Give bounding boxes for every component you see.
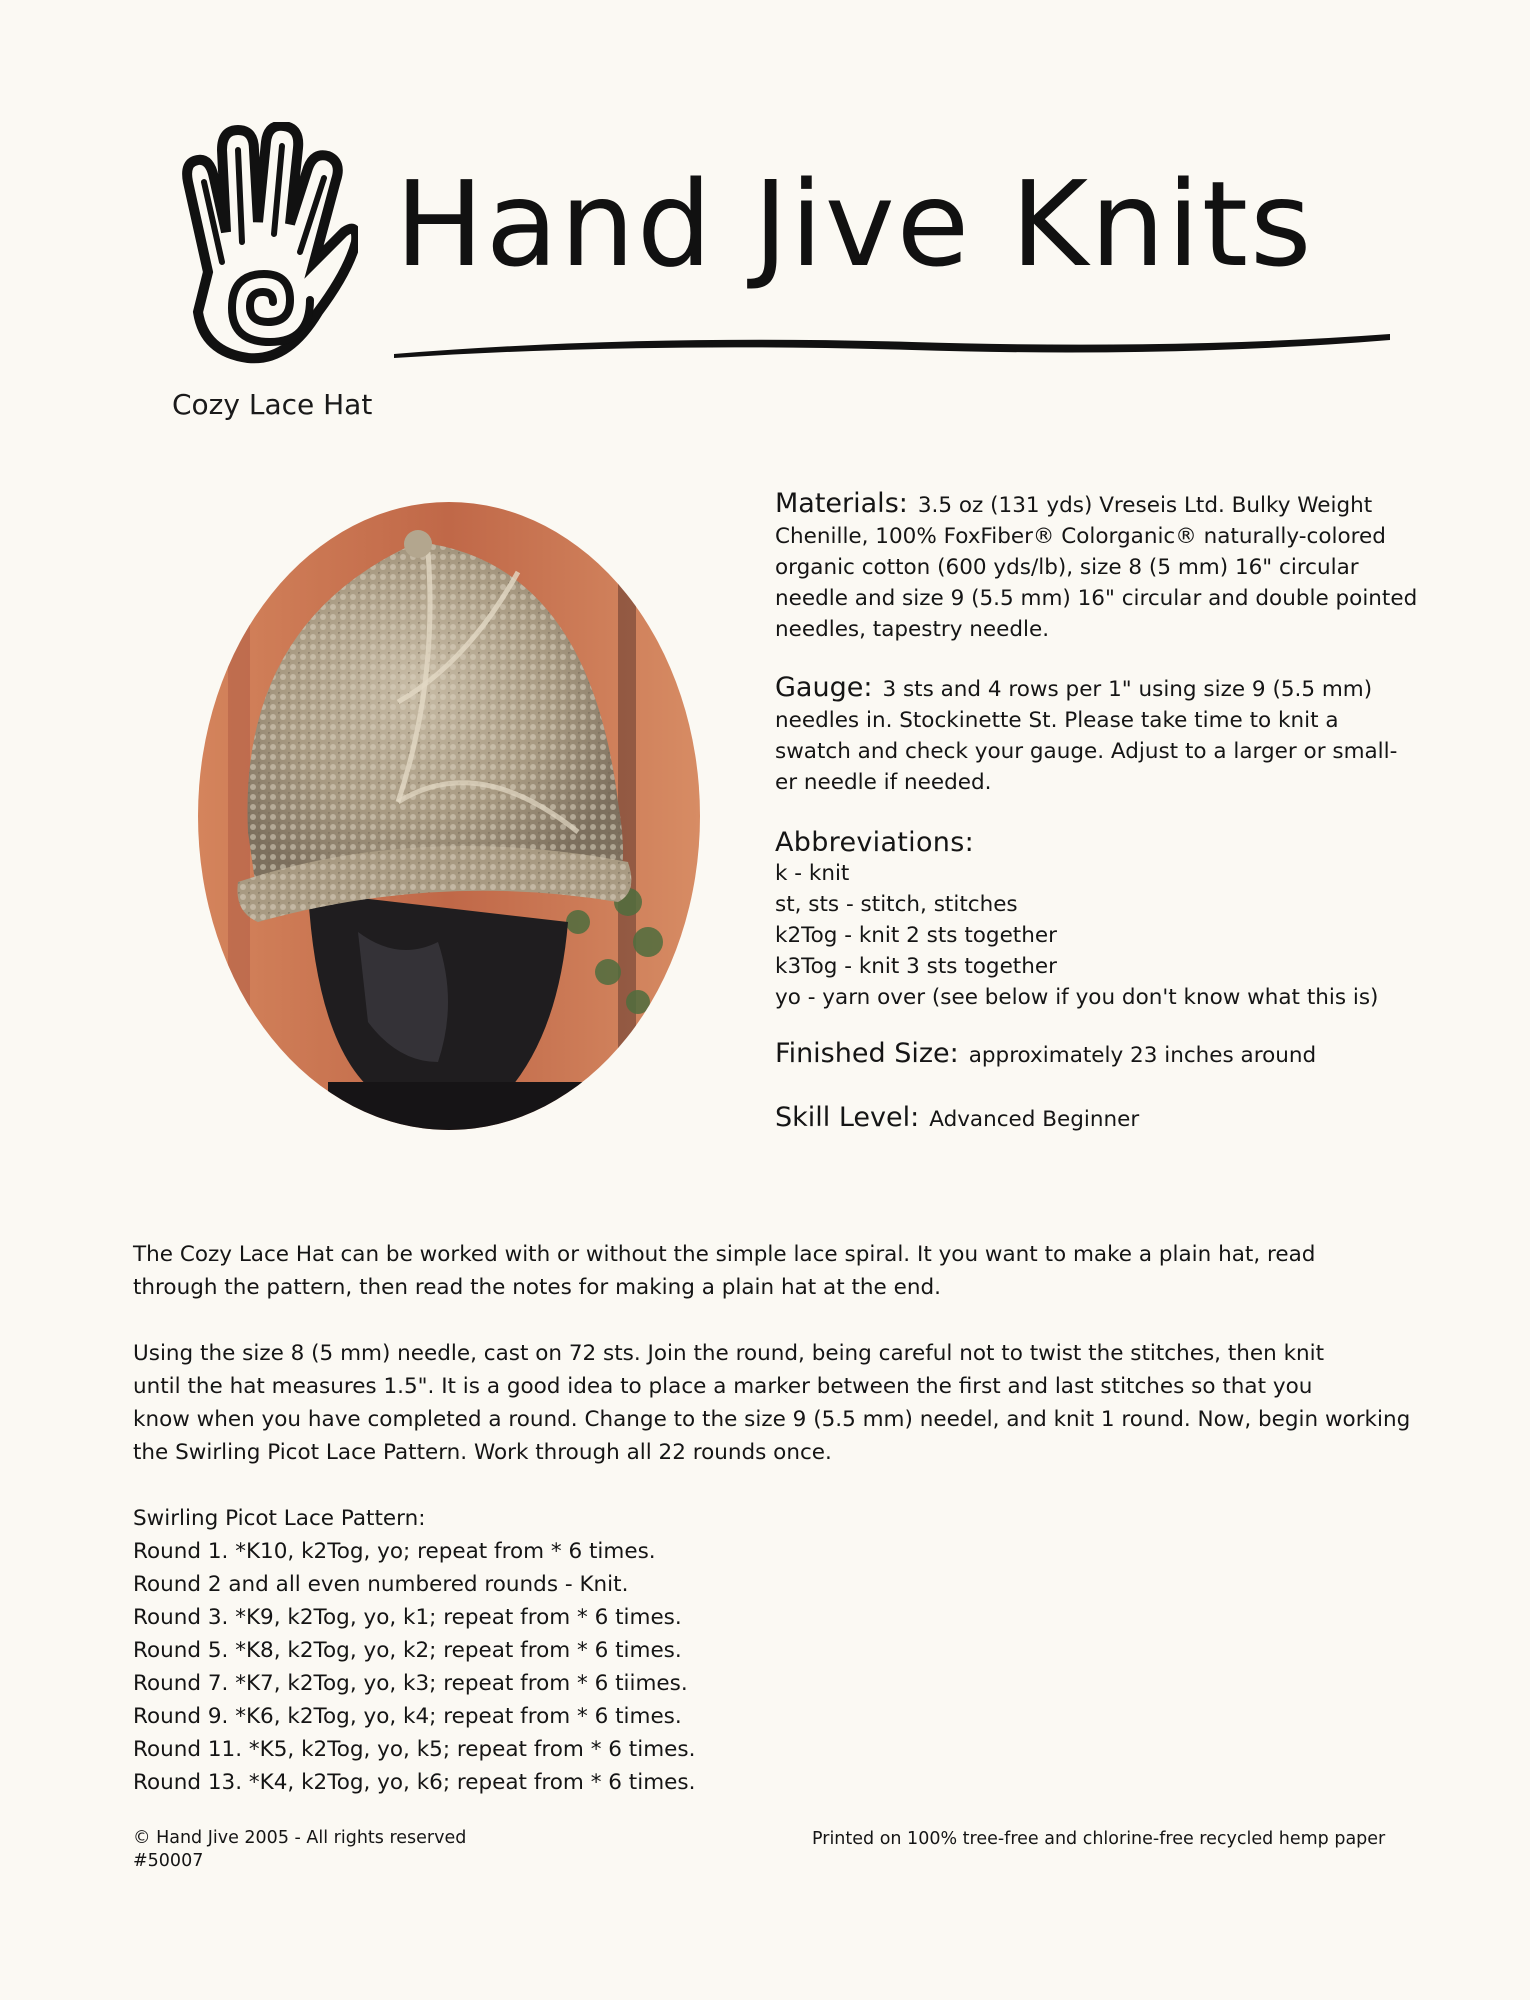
materials-label: Materials:: [775, 488, 908, 519]
intro-line: The Cozy Lace Hat can be worked with or without the simple lace spiral. It you want to make a plain hat, read: [133, 1242, 1316, 1267]
abbreviation-item: k2Tog - knit 2 sts together: [775, 923, 1057, 948]
instructions-line: the Swirling Picot Lace Pattern. Work through all 22 rounds once.: [133, 1440, 832, 1465]
instructions-line: Using the size 8 (5 mm) needle, cast on 72 sts. Join the round, being careful not to twist the stitches, then knit: [133, 1341, 1325, 1366]
paper-note: Printed on 100% tree-free and chlorine-free recycled hemp paper: [812, 1829, 1386, 1849]
lace-round: Round 7. *K7, k2Tog, yo, k3; repeat from * 6 tiimes.: [133, 1671, 688, 1696]
materials-line: needle and size 9 (5.5 mm) 16" circular and double pointed: [775, 586, 1418, 611]
instructions-paragraph: [133, 1337, 1433, 1469]
abbreviation-item: k - knit: [775, 861, 850, 886]
skill-level-label: Skill Level:: [775, 1102, 920, 1133]
abbreviation-item: yo - yarn over (see below if you don't know what this is): [775, 985, 1379, 1010]
lace-round: Round 11. *K5, k2Tog, yo, k5; repeat from * 6 times.: [133, 1737, 696, 1762]
gauge-line: er needle if needed.: [775, 770, 992, 795]
lace-round: Round 2 and all even numbered rounds - Knit.: [133, 1572, 629, 1597]
brand-underline-swash: [392, 330, 1392, 360]
materials-line: organic cotton (600 yds/lb), size 8 (5 mm) 16" circular: [775, 555, 1359, 580]
lace-round: Round 3. *K9, k2Tog, yo, k1; repeat from * 6 times.: [133, 1605, 682, 1630]
brand-title: Hand Jive Knits: [395, 155, 1314, 293]
lace-round: Round 9. *K6, k2Tog, yo, k4; repeat from * 6 times.: [133, 1704, 682, 1729]
gauge-line: needles in. Stockinette St. Please take time to knit a: [775, 708, 1339, 733]
skill-level-value: Advanced Beginner: [929, 1107, 1140, 1132]
materials-line: needles, tapestry needle.: [775, 617, 1050, 642]
hat-photo: [198, 502, 700, 1130]
materials-line: 3.5 oz (131 yds) Vreseis Ltd. Bulky Weight: [917, 493, 1373, 518]
gauge-line: swatch and check your gauge. Adjust to a larger or small-: [775, 739, 1398, 764]
materials-line: Chenille, 100% FoxFiber® Colorganic® naturally-colored: [775, 524, 1386, 549]
lace-pattern-title: Swirling Picot Lace Pattern:: [133, 1506, 426, 1531]
lace-round: Round 1. *K10, k2Tog, yo; repeat from * 6 times.: [133, 1539, 656, 1564]
pattern-title: Cozy Lace Hat: [172, 388, 373, 421]
materials-section: [775, 488, 1435, 645]
footer-copyright-block: [133, 1827, 466, 1873]
gauge-label: Gauge:: [775, 672, 873, 703]
intro-paragraph: [133, 1238, 1433, 1304]
abbreviations-section: [775, 827, 1435, 1013]
instructions-line: know when you have completed a round. Change to the size 9 (5.5 mm) needel, and knit 1 round. Now, begin working: [133, 1407, 1411, 1432]
abbreviation-item: st, sts - stitch, stitches: [775, 892, 1018, 917]
finished-size-value: approximately 23 inches around: [968, 1043, 1317, 1068]
copyright-text: © Hand Jive 2005 - All rights reserved: [133, 1828, 467, 1848]
finished-size-section: [775, 1038, 1435, 1071]
hand-spiral-logo-icon: [168, 122, 358, 372]
lace-pattern-section: [133, 1502, 695, 1799]
gauge-line: 3 sts and 4 rows per 1" using size 9 (5.5 mm): [882, 677, 1373, 702]
abbreviation-item: k3Tog - knit 3 sts together: [775, 954, 1057, 979]
item-number: #50007: [133, 1851, 204, 1871]
skill-level-section: [775, 1102, 1435, 1135]
abbreviations-label: Abbreviations:: [775, 827, 974, 858]
finished-size-label: Finished Size:: [775, 1038, 959, 1069]
instructions-line: until the hat measures 1.5". It is a good idea to place a marker between the first and last stitches so that you: [133, 1374, 1313, 1399]
lace-round: Round 13. *K4, k2Tog, yo, k6; repeat from * 6 times.: [133, 1770, 696, 1795]
intro-line: through the pattern, then read the notes for making a plain hat at the end.: [133, 1275, 941, 1300]
gauge-section: [775, 672, 1435, 798]
lace-round: Round 5. *K8, k2Tog, yo, k2; repeat from * 6 times.: [133, 1638, 682, 1663]
